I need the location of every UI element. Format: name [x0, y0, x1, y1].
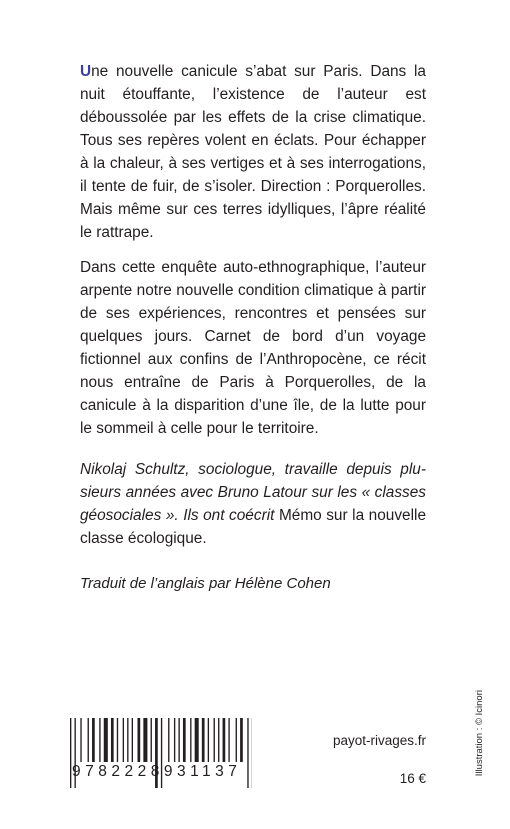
barcode-bar [92, 718, 95, 762]
barcode-bar [178, 718, 179, 762]
barcode-bar [168, 718, 169, 762]
barcode-bar [138, 718, 141, 762]
summary-paragraph-1 [80, 60, 426, 244]
barcode-bar [143, 718, 147, 762]
author-bio-book-title: Mémo sur la nouvelle classe écologique. [80, 507, 427, 547]
back-cover-text [80, 60, 426, 550]
barcode-bar [208, 718, 209, 762]
barcode-bar [151, 718, 152, 762]
barcode-bar [183, 718, 186, 762]
publisher-website: payot-rivages.fr [332, 733, 426, 748]
barcode-bar [123, 718, 124, 762]
barcode-bar [117, 718, 118, 762]
illustration-credit: Illustration : © Icinori [474, 690, 485, 777]
isbn-number: 9782228931137 [72, 763, 242, 780]
barcode-bar [80, 718, 81, 762]
barcode-bar [236, 718, 237, 762]
translator-credit: Traduit de l’anglais par Hélène Cohen [80, 575, 331, 592]
summary-paragraph-2: Dans cette enquête auto-ethnographique, l’auteur arpente notre nouvelle condition climatique à partir de ses expériences, rencontres et pensées sur quelques jours. Carnet de bord d’un voyage fictionnel aux confins de l’Anthropocène, ce récit nous entraîne de Paris à Porquerolles, de la canicule à la disparition d’une île, de la lutte pour le sommeil à celle pour le territoire. [80, 259, 426, 437]
barcode-bar [127, 718, 128, 762]
drop-cap: U [80, 63, 92, 80]
barcode-bar [240, 718, 243, 762]
barcode-bar [223, 718, 226, 762]
barcode-bar [111, 718, 114, 762]
barcode-bar [132, 718, 133, 762]
author-bio [80, 458, 426, 550]
barcode-bar [228, 718, 229, 762]
barcode-bar [190, 718, 191, 762]
price: 16 € [399, 771, 426, 786]
barcode-bar [88, 718, 89, 762]
barcode-bar [218, 718, 219, 762]
author-bio-italic: Nikolaj Schultz, sociologue, travaille depuis plusieurs années avec Bruno Latour sur les « classes géosociales ». Ils ont coécrit [80, 461, 426, 524]
barcode-bar [214, 718, 215, 762]
barcode-bar [99, 718, 100, 762]
barcode-bars [66, 716, 252, 794]
barcode-bar [104, 718, 108, 762]
barcode-bar [195, 718, 199, 762]
summary-paragraph-1-text: ne nouvelle canicule s’abat sur Paris. Dans la nuit étouffante, l’existence de l’auteur est déboussolée par les effets de la crise climatique. Tous ses repères volent en éclats. Pour échapper à la chaleur, à ses vertiges et à ses interrogations, il tente de fuir, de s’isoler. Direction : Porquerolles. Mais même sur ces terres idylliques, l’âpre réalité le rattrape. [80, 63, 426, 241]
barcode [66, 716, 252, 794]
barcode-bar [202, 718, 205, 762]
barcode-bar [174, 718, 175, 762]
